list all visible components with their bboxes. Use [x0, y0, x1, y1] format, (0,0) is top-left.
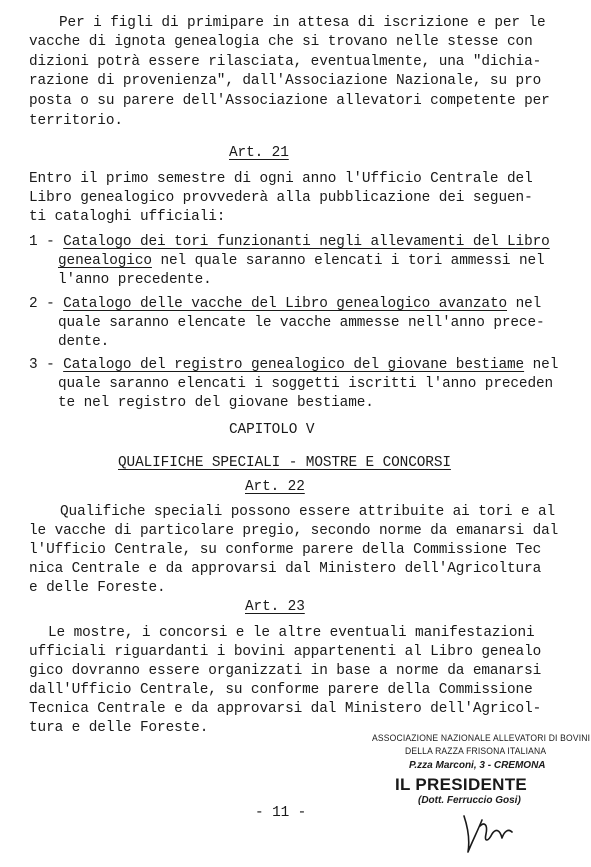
page-number: - 11 -	[255, 805, 307, 821]
list-item-1-line	[58, 253, 545, 269]
list-text: nel	[524, 357, 559, 373]
paragraph-line: dall'Ufficio Centrale, su conforme parere della Commissione	[29, 682, 533, 698]
paragraph-line: gico dovranno essere organizzati in base a norme da emanarsi	[29, 663, 542, 679]
paragraph-line: razione di provenienza", dall'Associazione Nazionale, su pro	[29, 73, 542, 89]
catalog-title: Catalogo delle vacche del Libro genealogico avanzato	[63, 296, 508, 312]
paragraph-line: Libro genealogico provvederà alla pubblicazione dei seguen-	[29, 190, 533, 206]
handwritten-signature	[458, 812, 520, 856]
catalog-title: Catalogo del registro genealogico del giovane bestiame	[63, 357, 525, 373]
paragraph-line: le vacche di particolare pregio, secondo norme da emanarsi dal	[29, 523, 559, 539]
article-21-heading: Art. 21	[229, 145, 289, 161]
list-item-3-line: quale saranno elencati i soggetti iscritti l'anno preceden	[58, 376, 554, 392]
paragraph-line: e delle Foreste.	[29, 580, 166, 596]
stamp-president-name: (Dott. Ferruccio Gosi)	[418, 795, 521, 806]
stamp-address: P.zza Marconi, 3 - CREMONA	[409, 760, 546, 771]
list-item-1-line: l'anno precedente.	[58, 272, 212, 288]
paragraph-line: vacche di ignota genealogia che si trovano nelle stesse con	[29, 34, 533, 50]
list-item-3	[29, 357, 558, 373]
stamp-breed: DELLA RAZZA FRISONA ITALIANA	[405, 746, 547, 757]
chapter-title: QUALIFICHE SPECIALI - MOSTRE E CONCORSI	[118, 455, 451, 471]
list-item-2-line: dente.	[58, 334, 110, 350]
list-item-2-line: quale saranno elencate le vacche ammesse nell'anno prece-	[58, 315, 545, 331]
paragraph-line: Tecnica Centrale e da approvarsi dal Ministero dell'Agricol-	[29, 701, 542, 717]
list-item-1	[29, 234, 550, 250]
list-number: 3 -	[29, 357, 64, 373]
paragraph-line: ufficiali riguardanti i bovini appartenenti al Libro genealo	[29, 644, 542, 660]
paragraph-line: Qualifiche speciali possono essere attribuite ai tori e al	[60, 504, 556, 520]
stamp-association: ASSOCIAZIONE NAZIONALE ALLEVATORI DI BOVINI	[372, 733, 591, 744]
stamp-president-title: IL PRESIDENTE	[395, 775, 528, 794]
catalog-title: genealogico	[58, 253, 152, 269]
list-item-2	[29, 296, 541, 312]
article-23-heading: Art. 23	[245, 599, 305, 615]
paragraph-line: Per i figli di primipare in attesa di iscrizione e per le	[59, 15, 546, 31]
paragraph-line: tura e delle Foreste.	[29, 720, 209, 736]
article-22-heading: Art. 22	[245, 479, 305, 495]
chapter-heading: CAPITOLO V	[229, 422, 315, 438]
paragraph-line: dizioni potrà essere rilasciata, eventualmente, una "dichia-	[29, 54, 542, 70]
list-item-3-line: te nel registro del giovane bestiame.	[58, 395, 374, 411]
list-text: nel quale saranno elencati i tori ammessi nel	[151, 253, 545, 269]
paragraph-line: territorio.	[29, 113, 123, 129]
list-text: nel	[507, 296, 542, 312]
paragraph-line: ti cataloghi ufficiali:	[29, 209, 226, 225]
list-number: 2 -	[29, 296, 64, 312]
catalog-title: Catalogo dei tori funzionanti negli allevamenti del Libro	[63, 234, 550, 250]
paragraph-line: nica Centrale e da approvarsi dal Ministero dell'Agricoltura	[29, 561, 542, 577]
paragraph-line: l'Ufficio Centrale, su conforme parere della Commissione Tec	[29, 542, 542, 558]
paragraph-line: Entro il primo semestre di ogni anno l'Ufficio Centrale del	[29, 171, 533, 187]
paragraph-line: Le mostre, i concorsi e le altre eventuali manifestazioni	[48, 625, 535, 641]
list-number: 1 -	[29, 234, 64, 250]
paragraph-line: posta o su parere dell'Associazione allevatori competente per	[29, 93, 550, 109]
